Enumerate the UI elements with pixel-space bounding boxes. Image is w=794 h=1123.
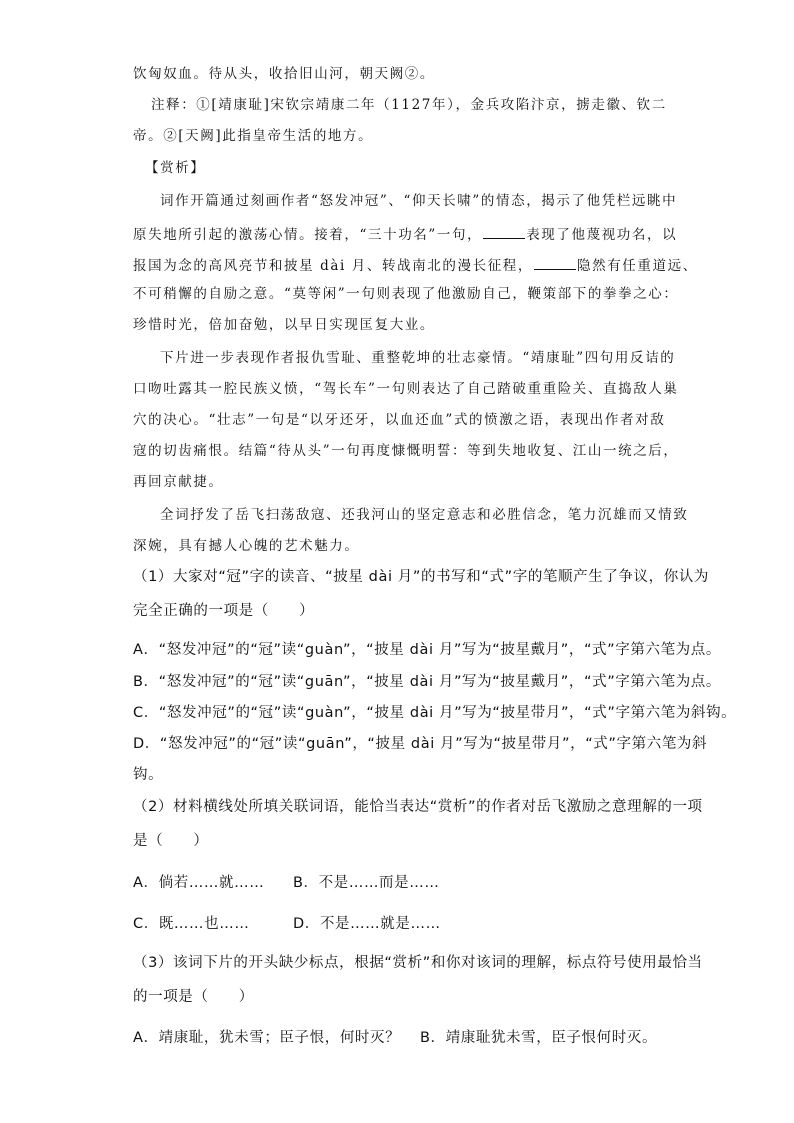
p1-line-2-text-b: 表现了他蔑视功名，以 [526, 227, 678, 243]
p2-line-2: 口吻吐露其一腔民族义愤，“驾长车”一句则表达了自己踏破重重险关、直捣敌人巢 [133, 381, 679, 397]
q2-option-d[interactable]: D．不是……就是…… [293, 916, 441, 932]
p2-line-5: 再回京献捷。 [133, 474, 224, 490]
p1-line-4: 不可稍懈的自励之意。“莫等闲”一句则表现了他激励自己，鞭策部下的拳拳之心： [133, 286, 679, 302]
q2-stem-line-2: 是（ ） [133, 833, 209, 849]
q1-stem-line-2: 完全正确的一项是（ ） [133, 603, 315, 619]
q2-option-c[interactable]: C．既……也…… [133, 916, 250, 932]
p1-line-1: 词作开篇通过刻画作者“怒发冲冠”、“仰天长啸”的情态，揭示了他凭栏远眺中 [160, 193, 678, 209]
p1-line-3-text: 报国为念的高风亮节和披星 dài 月、转战南北的漫长征程， [133, 258, 533, 274]
q3-option-a[interactable]: A．靖康耻，犹未雪；臣子恨，何时灭？ [133, 1030, 401, 1046]
q2-stem-line-1: （2）材料横线处所填关联词语，能恰当表达“赏析”的作者对岳飞激励之意理解的一项 [133, 799, 703, 815]
q1-option-b[interactable]: B．“怒发冲冠”的“冠”读“guān”，“披星 dài 月”写为“披星戴月”，“式”字第六笔为点。 [133, 674, 722, 690]
p3-line-1: 全词抒发了岳飞扫荡敌寇、还我河山的坚定意志和必胜信念，笔力沉雄而又情致 [160, 507, 689, 523]
notes-line-2: 帝。②[天阙]此指皇帝生活的地方。 [133, 128, 374, 144]
p3-line-2: 深婉，具有撼人心魄的艺术魅力。 [133, 538, 360, 554]
p2-line-1: 下片进一步表现作者报仇雪耻、重整乾坤的壮志豪情。“靖康耻”四句用反诘的 [160, 350, 676, 366]
blank-2 [534, 257, 576, 270]
q3-option-b[interactable]: B．靖康耻犹未雪，臣子恨何时灭。 [420, 1030, 658, 1046]
poem-tail-line: 饮匈奴血。待从头，收拾旧山河，朝天阙②。 [133, 66, 435, 82]
p1-line-3-text-b: 隐然有任重道远、 [577, 258, 698, 274]
q2-option-b[interactable]: B．不是……而是…… [293, 875, 440, 891]
blank-1 [483, 226, 525, 239]
q1-option-c[interactable]: C．“怒发冲冠”的“冠”读“guàn”，“披星 dài 月”写为“披星带月”，“式”字第六笔为斜钩。 [133, 705, 737, 721]
p1-line-5: 珍惜时光，倍加奋勉，以早日实现匡复大业。 [133, 317, 435, 333]
q1-option-d-cont: 钩。 [133, 767, 164, 783]
p2-line-4: 寇的切齿痛恨。结篇“待从头”一句再度慷慨明誓：等到失地收复、江山一统之后， [133, 443, 679, 459]
q1-option-a[interactable]: A．“怒发冲冠”的“冠”读“guàn”，“披星 dài 月”写为“披星戴月”，“式”字第六笔为点。 [133, 642, 721, 658]
q3-stem-line-1: （3）该词下片的开头缺少标点，根据“赏析”和你对该词的理解，标点符号使用最恰当 [133, 955, 703, 971]
p2-line-3: 穴的决心。“壮志”一句是“以牙还牙，以血还血”式的愤激之语，表现出作者对敌 [133, 412, 666, 428]
appreciation-heading: 【赏析】 [145, 160, 206, 176]
p1-line-2-text: 原失地所引起的激荡心情。接着，“三十功名”一句， [133, 227, 483, 243]
notes-line-1: 注释：①[靖康耻]宋钦宗靖康二年（1127年），金兵攻陷汴京，掳走徽、钦二 [151, 97, 667, 113]
q1-option-d[interactable]: D．“怒发冲冠”的“冠”读“guān”，“披星 dài 月”写为“披星带月”，“式”字第六笔为斜 [133, 736, 708, 752]
p1-line-3 [133, 257, 698, 274]
q3-stem-line-2: 的一项是（ ） [133, 989, 254, 1005]
q2-option-a[interactable]: A．倘若……就…… [133, 875, 265, 891]
p1-line-2 [133, 226, 677, 243]
q1-stem-line-1: （1）大家对“冠”字的读音、“披星 dài 月”的书写和“式”字的笔顺产生了争议，你认为 [133, 569, 710, 585]
